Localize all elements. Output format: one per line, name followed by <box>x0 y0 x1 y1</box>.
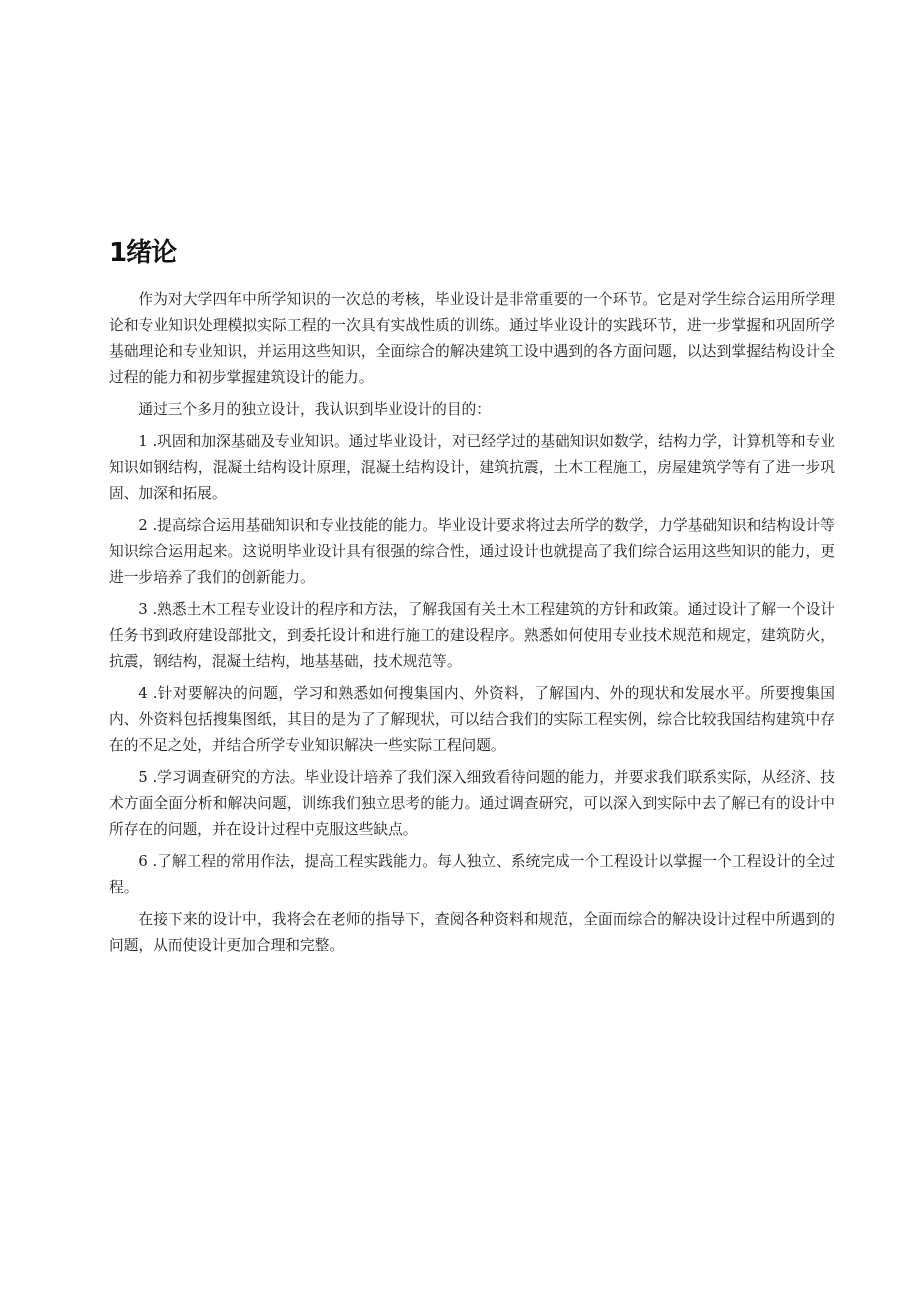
paragraph-item-4: 4 .针对要解决的问题，学习和熟悉如何搜集国内、外资料，了解国内、外的现状和发展水平。所要搜集国内、外资料包括搜集图纸，其目的是为了了解现状，可以结合我们的实际工程实例，综合比较我国结构建筑中存在的不足之处，并结合所学专业知识解决一些实际工程问题。 <box>109 685 835 754</box>
paragraph-closing: 在接下来的设计中，我将会在老师的指导下，查阅各种资料和规范，全面而综合的解决设计过程中所遇到的问题，从而使设计更加合理和完整。 <box>109 911 835 954</box>
paragraph-purpose-lead: 通过三个多月的独立设计，我认识到毕业设计的目的： <box>138 401 491 418</box>
paragraph-item-6: 6 .了解工程的常用作法，提高工程实践能力。每人独立、系统完成一个工程设计以掌握一个工程设计的全过程。 <box>109 853 835 896</box>
paragraph-item-5: 5 .学习调查研究的方法。毕业设计培养了我们深入细致看待问题的能力，并要求我们联系实际，从经济、技术方面全面分析和解决问题，训练我们独立思考的能力。通过调查研究，可以深入到实际中去了解已有的设计中所存在的问题，并在设计过程中克服这些缺点。 <box>109 769 835 838</box>
paragraph-intro: 作为对大学四年中所学知识的一次总的考核，毕业设计是非常重要的一个环节。它是对学生综合运用所学理论和专业知识处理模拟实际工程的一次具有实战性质的训练。通过毕业设计的实践环节，进一步掌握和巩固所学基础理论和专业知识，并运用这些知识，全面综合的解决建筑工设中遇到的各方面问题，以达到掌握结构设计全过程的能力和初步掌握建筑设计的能力。 <box>109 291 835 386</box>
paragraph-item-2: 2 .提高综合运用基础知识和专业技能的能力。毕业设计要求将过去所学的数学，力学基础知识和结构设计等知识综合运用起来。这说明毕业设计具有很强的综合性，通过设计也就提高了我们综合运用这些知识的能力，更进一步培养了我们的创新能力。 <box>109 517 835 586</box>
chapter-body <box>109 287 835 965</box>
paragraph-item-3: 3 .熟悉土木工程专业设计的程序和方法，了解我国有关土木工程建筑的方针和政策。通过设计了解一个设计任务书到政府建设部批文，到委托设计和进行施工的建设程序。熟悉如何使用专业技术规范和规定，建筑防火，抗震，钢结构，混凝土结构，地基基础，技术规范等。 <box>109 601 835 670</box>
chapter-title: 1绪论 <box>109 238 177 268</box>
paragraph-item-1: 1 .巩固和加深基础及专业知识。通过毕业设计，对已经学过的基础知识如数学，结构力学，计算机等和专业知识如钢结构，混凝土结构设计原理，混凝土结构设计，建筑抗震，土木工程施工，房屋建筑学等有了进一步巩固、加深和拓展。 <box>109 433 835 502</box>
